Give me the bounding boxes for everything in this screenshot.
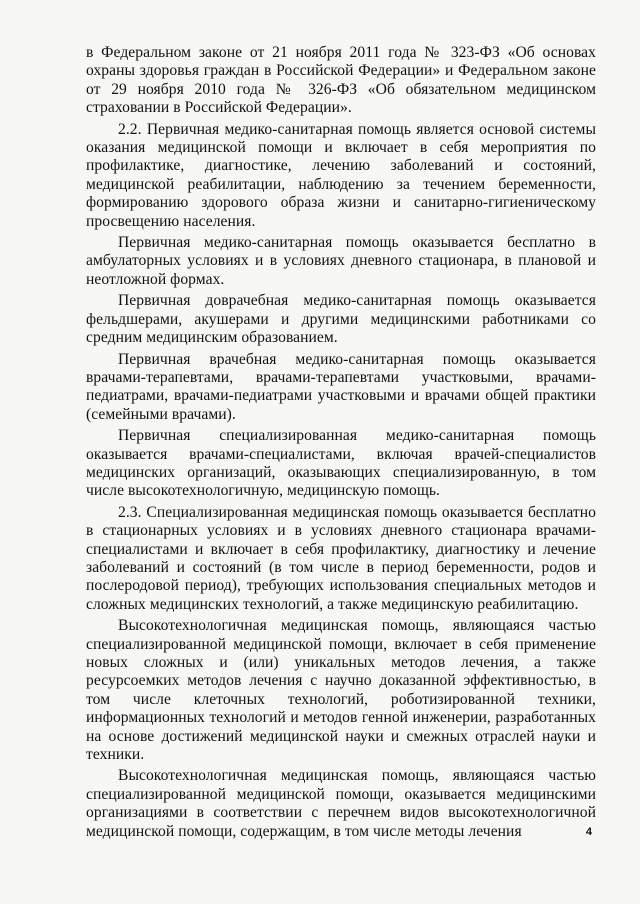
paragraph-2-2: 2.2. Первичная медико-санитарная помощь является основой системы оказания медицинской помощи и включает в себя мероприятия по профилактике, диагностике, лечению заболеваний и состояний, медицинской реабилитации, наблюдению за течением беременности, формированию здорового образа жизни и санитарно-гигиеническому просвещению населения. — [86, 120, 596, 230]
paragraph-specialized-primary-care: Первичная специализированная медико-санитарная помощь оказывается врачами-специалистами, включая врачей-специалистов медицинских организаций, оказывающих специализированную, в том числе высокотехнологичную, медицинскую помощь. — [86, 427, 596, 500]
paragraph-2-3: 2.3. Специализированная медицинская помощь оказывается бесплатно в стационарных условиях и в условиях дневного стационара врачами-специалистами и включает в себя профилактику, диагностику и лечение заболеваний и состояний (в том числе в период беременности, родов и послеродовой период), требующих использования специальных методов и сложных медицинских технологий, а также медицинскую реабилитацию. — [86, 503, 596, 613]
paragraph-pre-physician-care: Первичная доврачебная медико-санитарная помощь оказывается фельдшерами, акушерами и другими медицинскими работниками со средним медицинским образованием. — [86, 292, 596, 347]
paragraph-high-tech-care-provision: Высокотехнологичная медицинская помощь, являющаяся частью специализированной медицинской помощи, оказывается медицинскими организациями в соответствии с перечнем видов высокотехнологичной медицинской помощи, содержащим, в том числе методы лечения — [86, 767, 596, 840]
paragraph-law-references: в Федеральном законе от 21 ноября 2011 года № 323-ФЗ «Об основах охраны здоровья граждан в Российской Федерации» и Федеральном законе от 29 ноября 2010 года № 326-ФЗ «Об обязательном медицинском страховании в Российской Федерации». — [86, 44, 596, 117]
paragraph-physician-care: Первичная врачебная медико-санитарная помощь оказывается врачами-терапевтами, врачами-терапевтами участковыми, врачами-педиатрами, врачами-педиатрами участковыми и врачами общей практики (семейными врачами). — [86, 350, 596, 423]
paragraph-primary-care-free: Первичная медико-санитарная помощь оказывается бесплатно в амбулаторных условиях и в условиях дневного стационара, в плановой и неотложной формах. — [86, 234, 596, 288]
paragraph-high-tech-care: Высокотехнологичная медицинская помощь, являющаяся частью специализированной медицинской помощи, включает в себя применение новых сложных и (или) уникальных методов лечения, а также ресурсоемких методов лечения с научно доказанной эффективностью, в том числе клеточных технологий, роботизированной техники, информационных технологий и методов генной инженерии, разработанных на основе достижений медицинской науки и смежных отраслей науки и техники. — [86, 617, 596, 764]
page-number: 4 — [585, 826, 592, 838]
